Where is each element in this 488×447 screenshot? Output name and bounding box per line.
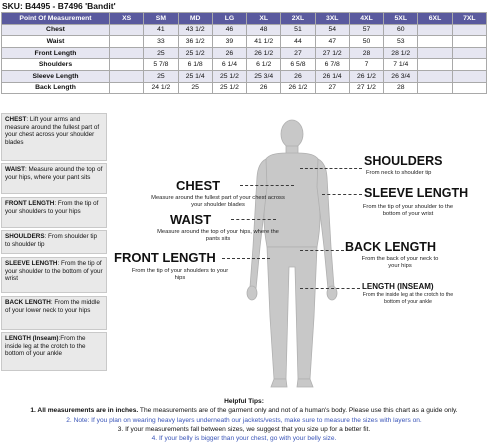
table-cell	[110, 47, 144, 59]
table-row	[2, 47, 487, 59]
side-note-term: LENGTH (Inseam)	[5, 335, 59, 342]
side-note-front-length	[1, 197, 107, 228]
diagram-back-length-desc: From the back of your neck to your hips	[361, 256, 439, 269]
column-header: XL	[247, 13, 281, 25]
table-cell	[452, 24, 486, 36]
chest-measure-line	[240, 185, 294, 186]
side-note-term: FRONT LENGTH	[5, 200, 55, 207]
diagram-back-length-title: BACK LENGTH	[345, 240, 436, 254]
table-cell: 50	[349, 36, 383, 48]
table-cell: 44	[281, 36, 315, 48]
table-cell	[452, 82, 486, 94]
table-cell: 25	[178, 82, 212, 94]
column-header: 5XL	[384, 13, 418, 25]
side-note-sleeve-length	[1, 257, 107, 293]
table-cell: 25	[144, 47, 178, 59]
table-cell: 43 1/2	[178, 24, 212, 36]
side-note-back-length	[1, 296, 107, 330]
table-cell: 28	[349, 47, 383, 59]
sleeve-length-measure-line	[322, 194, 362, 195]
table-row	[2, 59, 487, 71]
side-note-term: SHOULDERS	[5, 233, 45, 240]
column-header: Point Of Measurement	[2, 13, 110, 25]
table-cell	[418, 70, 452, 82]
table-cell: 26 1/2	[281, 82, 315, 94]
table-cell: 28	[384, 82, 418, 94]
table-cell: 25 1/2	[212, 82, 246, 94]
table-cell: 24 1/2	[144, 82, 178, 94]
table-cell: 27	[315, 82, 349, 94]
column-header: 3XL	[315, 13, 349, 25]
table-cell: 25	[144, 70, 178, 82]
tip-1	[0, 406, 488, 415]
tip-3: 3. If your measurements fall between sizes, we suggest that you size up for a better fit.	[117, 425, 371, 433]
diagram-shoulders-title: SHOULDERS	[364, 154, 443, 168]
table-cell: 6 7/8	[315, 59, 349, 71]
row-label: Waist	[2, 36, 110, 48]
table-cell: 6 1/4	[212, 59, 246, 71]
table-cell: 46	[212, 24, 246, 36]
tips-title: Helpful Tips:	[224, 398, 264, 405]
front-length-measure-line	[222, 258, 270, 259]
diagram-front-length-title: FRONT LENGTH	[114, 250, 216, 265]
side-note-waist	[1, 163, 107, 194]
table-row	[2, 70, 487, 82]
side-note-shoulders	[1, 230, 107, 254]
helpful-tips	[0, 397, 488, 443]
diagram-front-length-desc: From the tip of your shoulders to your hips	[131, 268, 229, 281]
table-cell: 26 3/4	[384, 70, 418, 82]
side-note-text: : From shoulder tip to shoulder tip	[5, 233, 98, 248]
table-cell: 33	[144, 36, 178, 48]
tip-1-text: The measurements are of the garment only and not of a human's body. Please use this chart as a guide only.	[138, 407, 458, 415]
table-cell: 25 1/4	[178, 70, 212, 82]
side-note-text: : From the middle of your lower neck to your hips	[5, 299, 100, 314]
table-cell: 60	[384, 24, 418, 36]
column-header: 7XL	[452, 13, 486, 25]
table-cell: 25 3/4	[247, 70, 281, 82]
column-header: MD	[178, 13, 212, 25]
inseam-measure-line	[300, 288, 360, 289]
column-header: SM	[144, 13, 178, 25]
column-header: XS	[110, 13, 144, 25]
table-cell: 27 1/2	[315, 47, 349, 59]
column-header: LG	[212, 13, 246, 25]
table-cell	[452, 47, 486, 59]
table-cell	[418, 82, 452, 94]
column-header: 6XL	[418, 13, 452, 25]
table-row	[2, 24, 487, 36]
diagram-shoulders-desc: From neck to shoulder tip	[366, 170, 432, 176]
row-label: Back Length	[2, 82, 110, 94]
table-row	[2, 36, 487, 48]
row-label: Chest	[2, 24, 110, 36]
table-cell	[110, 59, 144, 71]
table-cell: 41 1/2	[247, 36, 281, 48]
diagram-chest-title: CHEST	[176, 178, 221, 193]
side-note-text: : From the tip of your shoulder to the bottom of your wrist	[5, 260, 103, 283]
diagram-inseam-desc: From the inside leg at the crotch to the bottom of your ankle	[362, 292, 454, 305]
side-note-text: :From the inside leg at the crotch to the bottom of your ankle	[5, 335, 86, 358]
table-cell	[110, 70, 144, 82]
table-cell: 54	[315, 24, 349, 36]
row-label: Sleeve Length	[2, 70, 110, 82]
side-note-term: SLEEVE LENGTH	[5, 260, 58, 267]
table-cell	[110, 82, 144, 94]
table-cell	[418, 24, 452, 36]
column-header: 2XL	[281, 13, 315, 25]
table-cell: 53	[384, 36, 418, 48]
tip-4: 4. If your belly is bigger than your chest, go with your belly size.	[151, 435, 337, 443]
table-cell: 25 1/2	[212, 70, 246, 82]
table-cell: 6 1/8	[178, 59, 212, 71]
table-cell	[418, 59, 452, 71]
table-cell	[452, 59, 486, 71]
diagram-inseam-title: LENGTH (INSEAM)	[362, 282, 434, 291]
tip-1-bold: 1. All measurements are in inches.	[30, 407, 139, 415]
body-silhouette	[240, 117, 344, 391]
table-cell: 26	[212, 47, 246, 59]
table-cell	[418, 36, 452, 48]
side-note-term: BACK LENGTH	[5, 299, 51, 306]
table-cell: 41	[144, 24, 178, 36]
table-cell: 26	[247, 82, 281, 94]
back-length-measure-line	[300, 250, 344, 251]
table-cell: 51	[281, 24, 315, 36]
table-cell: 25 1/2	[178, 47, 212, 59]
diagram-waist-title: WAIST	[170, 212, 212, 227]
table-cell	[452, 70, 486, 82]
sku-title: SKU: B4495 - B7496 'Bandit'	[2, 1, 116, 11]
diagram-sleeve-length-desc: From the tip of your shoulder to the bottom of your wrist	[362, 204, 454, 217]
table-cell: 5 7/8	[144, 59, 178, 71]
side-note-term: CHEST	[5, 116, 27, 123]
table-cell	[110, 36, 144, 48]
table-cell: 27 1/2	[349, 82, 383, 94]
table-cell: 47	[315, 36, 349, 48]
table-header-row	[2, 13, 487, 25]
table-cell: 27	[281, 47, 315, 59]
table-cell: 28 1/2	[384, 47, 418, 59]
waist-measure-line	[231, 219, 276, 220]
table-cell	[110, 24, 144, 36]
table-cell: 26 1/2	[247, 47, 281, 59]
side-note-term: WAIST	[5, 166, 25, 173]
table-cell: 57	[349, 24, 383, 36]
side-note-text: : Lift your arms and measure around the fullest part of your chest across your shoulder blades	[5, 116, 100, 146]
table-cell	[418, 47, 452, 59]
table-cell: 26 1/4	[315, 70, 349, 82]
table-cell: 7	[349, 59, 383, 71]
table-cell: 26	[281, 70, 315, 82]
table-cell: 48	[247, 24, 281, 36]
table-cell: 36 1/2	[178, 36, 212, 48]
table-cell: 26 1/2	[349, 70, 383, 82]
table-cell: 6 1/2	[247, 59, 281, 71]
table-cell: 39	[212, 36, 246, 48]
side-note-chest	[1, 113, 107, 161]
side-note-text: : Measure around the top of your hips, where your pant sits	[5, 166, 103, 181]
table-cell: 6 5/8	[281, 59, 315, 71]
diagram-chest-desc: Measure around the fullest part of your chest across your shoulder blades	[151, 195, 285, 208]
table-cell: 7 1/4	[384, 59, 418, 71]
side-note-text: : From the tip of your shoulders to your hips	[5, 200, 99, 215]
row-label: Front Length	[2, 47, 110, 59]
size-chart-table	[1, 12, 487, 94]
tip-2: 2. Note: If you plan on wearing heavy layers underneath our jackets/vests, make sure to measure the sizes with layers on.	[66, 416, 422, 424]
row-label: Shoulders	[2, 59, 110, 71]
diagram-waist-desc: Measure around the top of your hips, where the pants sits	[157, 229, 279, 242]
column-header: 4XL	[349, 13, 383, 25]
shoulders-measure-line	[300, 168, 362, 169]
table-cell	[452, 36, 486, 48]
table-row	[2, 82, 487, 94]
side-note-inseam	[1, 332, 107, 371]
diagram-sleeve-length-title: SLEEVE LENGTH	[364, 186, 469, 200]
